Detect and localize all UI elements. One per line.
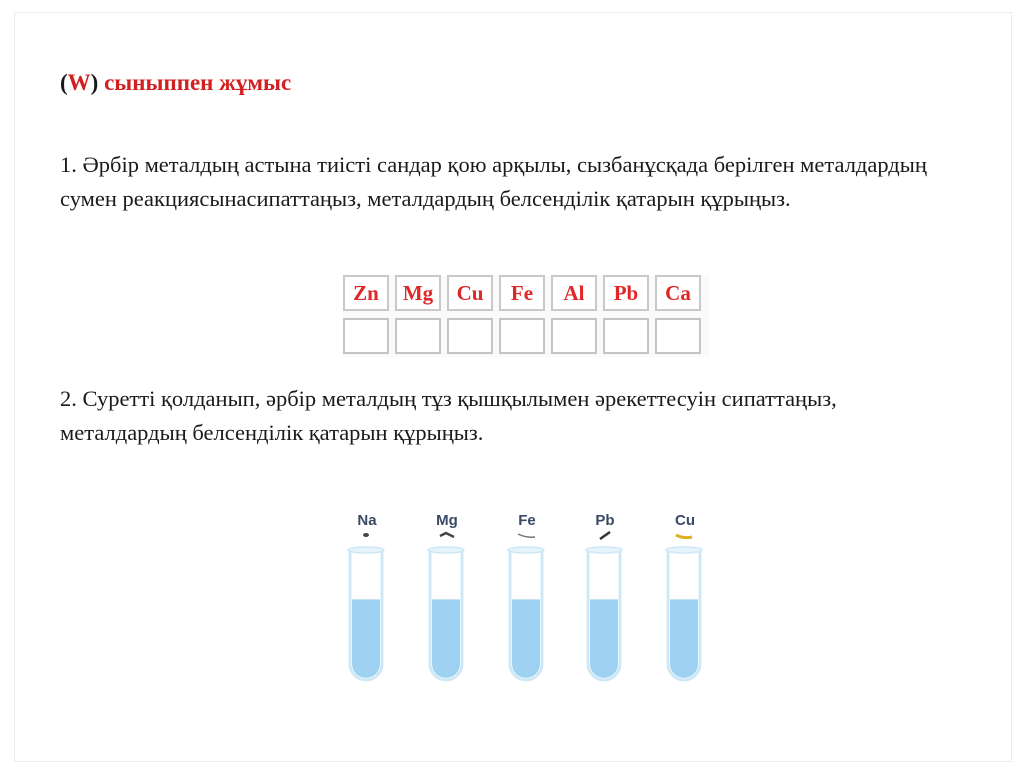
tube-liquid <box>432 599 460 678</box>
tube-na <box>342 512 392 682</box>
metal-cell-cu: Cu <box>447 275 493 311</box>
tube-rim <box>508 547 544 553</box>
tube-label-mg: Mg <box>436 512 458 529</box>
test-tube-fe-icon <box>502 530 552 682</box>
tube-pb <box>580 512 630 682</box>
tube-rim <box>348 547 384 553</box>
tube-liquid <box>670 599 698 678</box>
metals-answer-row <box>343 318 701 354</box>
metals-table <box>343 275 709 357</box>
task-2-text: 2. Суретті қолданып, әрбір металдың тұз қышқылымен әрекеттесуін сипаттаңыз, металдардың белсенділік қатарын құрыңыз. <box>60 386 837 445</box>
tube-liquid <box>590 599 618 678</box>
answer-cell-al[interactable] <box>551 318 597 354</box>
heading-paren-open: ( <box>60 70 68 95</box>
tube-label-cu: Cu <box>675 512 695 529</box>
metal-cell-pb: Pb <box>603 275 649 311</box>
tube-liquid <box>352 599 380 678</box>
heading-title: сыныппен жұмыс <box>98 70 292 95</box>
metal-cell-mg: Mg <box>395 275 441 311</box>
answer-cell-mg[interactable] <box>395 318 441 354</box>
answer-cell-cu[interactable] <box>447 318 493 354</box>
test-tubes-illustration <box>340 512 720 682</box>
test-tube-mg-icon <box>422 530 472 682</box>
answer-cell-pb[interactable] <box>603 318 649 354</box>
tube-label-pb: Pb <box>595 512 615 529</box>
test-tube-cu-icon <box>660 530 710 682</box>
tube-mg <box>422 512 472 682</box>
answer-cell-ca[interactable] <box>655 318 701 354</box>
tube-liquid <box>512 599 540 678</box>
section-heading <box>60 70 291 96</box>
tube-fe <box>502 512 552 682</box>
metals-symbol-row <box>343 275 701 311</box>
metal-cell-fe: Fe <box>499 275 545 311</box>
tube-rim <box>428 547 464 553</box>
tube-rim <box>586 547 622 553</box>
tube-label-na: Na <box>357 512 377 529</box>
answer-cell-fe[interactable] <box>499 318 545 354</box>
test-tube-na-icon <box>342 530 392 682</box>
answer-cell-zn[interactable] <box>343 318 389 354</box>
task-1-text: 1. Әрбір металдың астына тиісті сандар қою арқылы, сызбанұсқада берілген металдардың сумен реакциясынасипаттаңыз, металдардың белсенділік қатарын құрыңыз. <box>60 152 927 211</box>
heading-paren-close: ) <box>90 70 99 95</box>
metal-cell-zn: Zn <box>343 275 389 311</box>
tube-cu <box>660 512 710 682</box>
test-tube-pb-icon <box>580 530 630 682</box>
tube-rim <box>666 547 702 553</box>
metal-cell-al: Al <box>551 275 597 311</box>
tube-label-fe: Fe <box>518 512 536 529</box>
heading-code: W <box>67 70 91 95</box>
metal-cell-ca: Ca <box>655 275 701 311</box>
